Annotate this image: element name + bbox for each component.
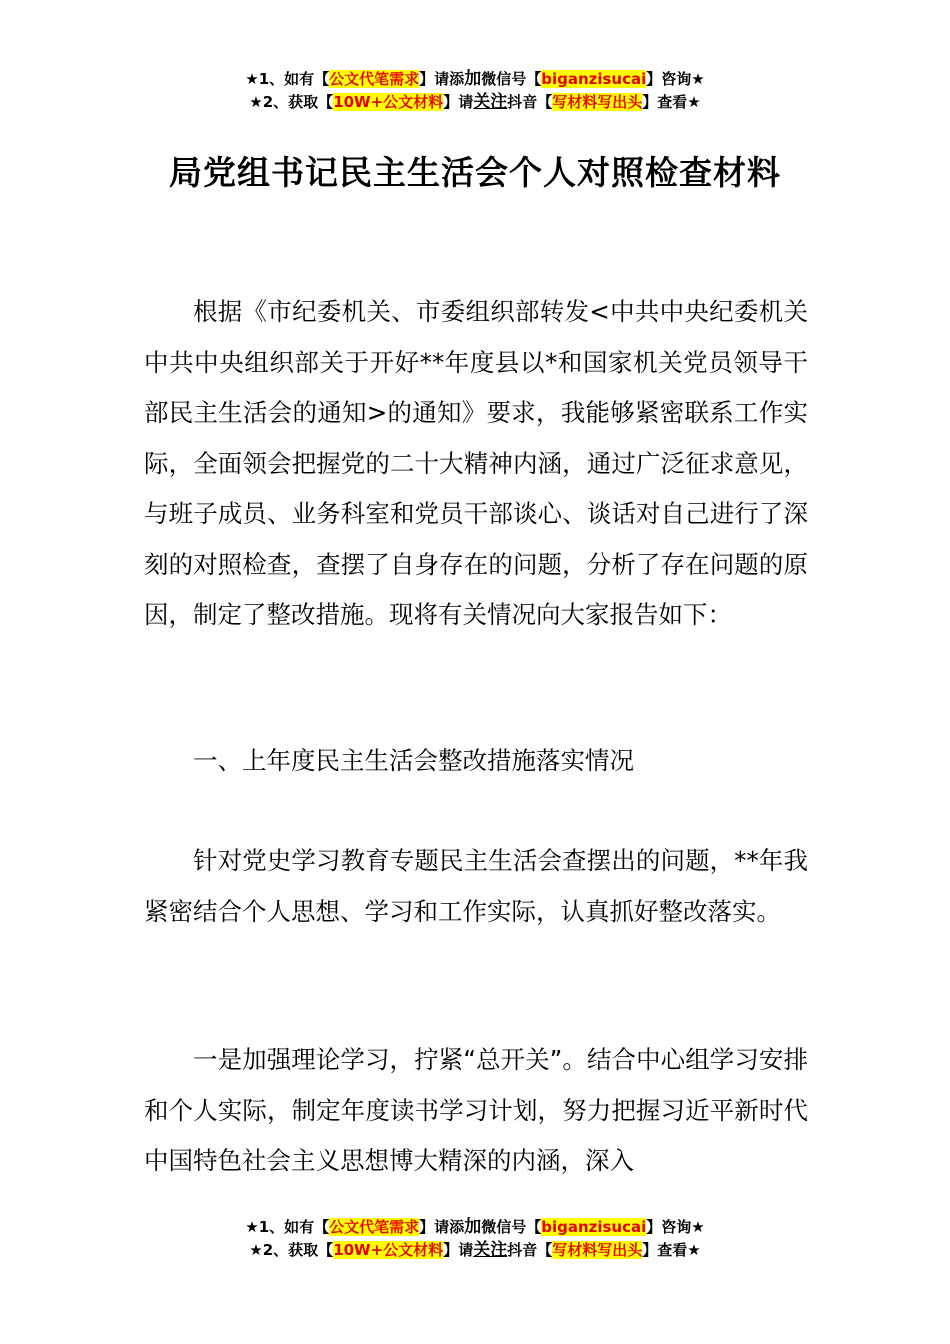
paragraph-intro: 根据《市纪委机关、市委组织部转发<中共中央纪委机关 中共中央组织部关于开好**年度县以*和国家机关党员领导干部民主生活会的通知>的通知》要求，我能够紧密联系工作实际，全面领会把握党的二十大精神内涵，通过广泛征求意见，与班子成员、业务科室和党员干部谈心、谈话对自己进行了深刻的对照检查，查摆了自身存在的问题，分析了存在问题的原因，制定了整改措施。现将有关情况向大家报告如下： xyxy=(144,297,808,629)
promo-text: 】查看★ xyxy=(642,93,701,111)
promo-wechat-id: biganzisucai xyxy=(541,1218,647,1236)
promo-highlight: 10W+公文材料 xyxy=(333,93,444,111)
promo-wechat-id: biganzisucai xyxy=(541,70,647,88)
promo-text: 加 xyxy=(464,69,482,89)
document-title: 局党组书记民主生活会个人对照检查材料 xyxy=(169,153,781,192)
promo-text: 】咨询★ xyxy=(646,1218,705,1236)
promo-text: 】查看★ xyxy=(642,1241,701,1259)
promo-text: 】咨询★ xyxy=(646,70,705,88)
promo-text: 】请 xyxy=(443,93,474,111)
footer-promo xyxy=(0,1216,950,1262)
promo-text: ★2、获取【 xyxy=(249,1241,334,1259)
promo-douyin-id: 写材料写出头 xyxy=(552,1241,643,1259)
promo-text: 关注 xyxy=(473,1240,508,1260)
paragraph-rectification: 针对党史学习教育专题民主生活会查摆出的问题，**年我紧密结合个人思想、学习和工作实际，认真抓好整改落实。 xyxy=(144,846,808,926)
section-heading: 一、上年度民主生活会整改措施落实情况 xyxy=(193,746,634,775)
promo-text: 】请 xyxy=(443,1241,474,1259)
promo-line-1 xyxy=(0,68,950,91)
promo-text: ★1、如有【 xyxy=(245,1218,330,1236)
promo-text: 】请添 xyxy=(419,70,465,88)
promo-highlight: 公文代笔需求 xyxy=(329,70,420,88)
promo-text: 关注 xyxy=(473,92,508,112)
paragraph-theory-study: 一是加强理论学习，拧紧“总开关”。结合中心组学习安排和个人实际，制定年度读书学习计划，努力把握习近平新时代中国特色社会主义思想博大精深的内涵，深入 xyxy=(144,1045,808,1175)
header-promo xyxy=(0,68,950,114)
promo-line-1 xyxy=(0,1216,950,1239)
promo-text: ★2、获取【 xyxy=(249,93,334,111)
promo-text: 加 xyxy=(464,1217,482,1237)
promo-text: 抖音【 xyxy=(507,93,553,111)
promo-douyin-id: 写材料写出头 xyxy=(552,93,643,111)
promo-highlight: 公文代笔需求 xyxy=(329,1218,420,1236)
promo-line-2 xyxy=(0,91,950,114)
promo-text: 抖音【 xyxy=(507,1241,553,1259)
promo-line-2 xyxy=(0,1239,950,1262)
promo-text: ★1、如有【 xyxy=(245,70,330,88)
promo-text: 】请添 xyxy=(419,1218,465,1236)
promo-highlight: 10W+公文材料 xyxy=(333,1241,444,1259)
promo-text: 微信号【 xyxy=(481,70,542,88)
promo-text: 微信号【 xyxy=(481,1218,542,1236)
